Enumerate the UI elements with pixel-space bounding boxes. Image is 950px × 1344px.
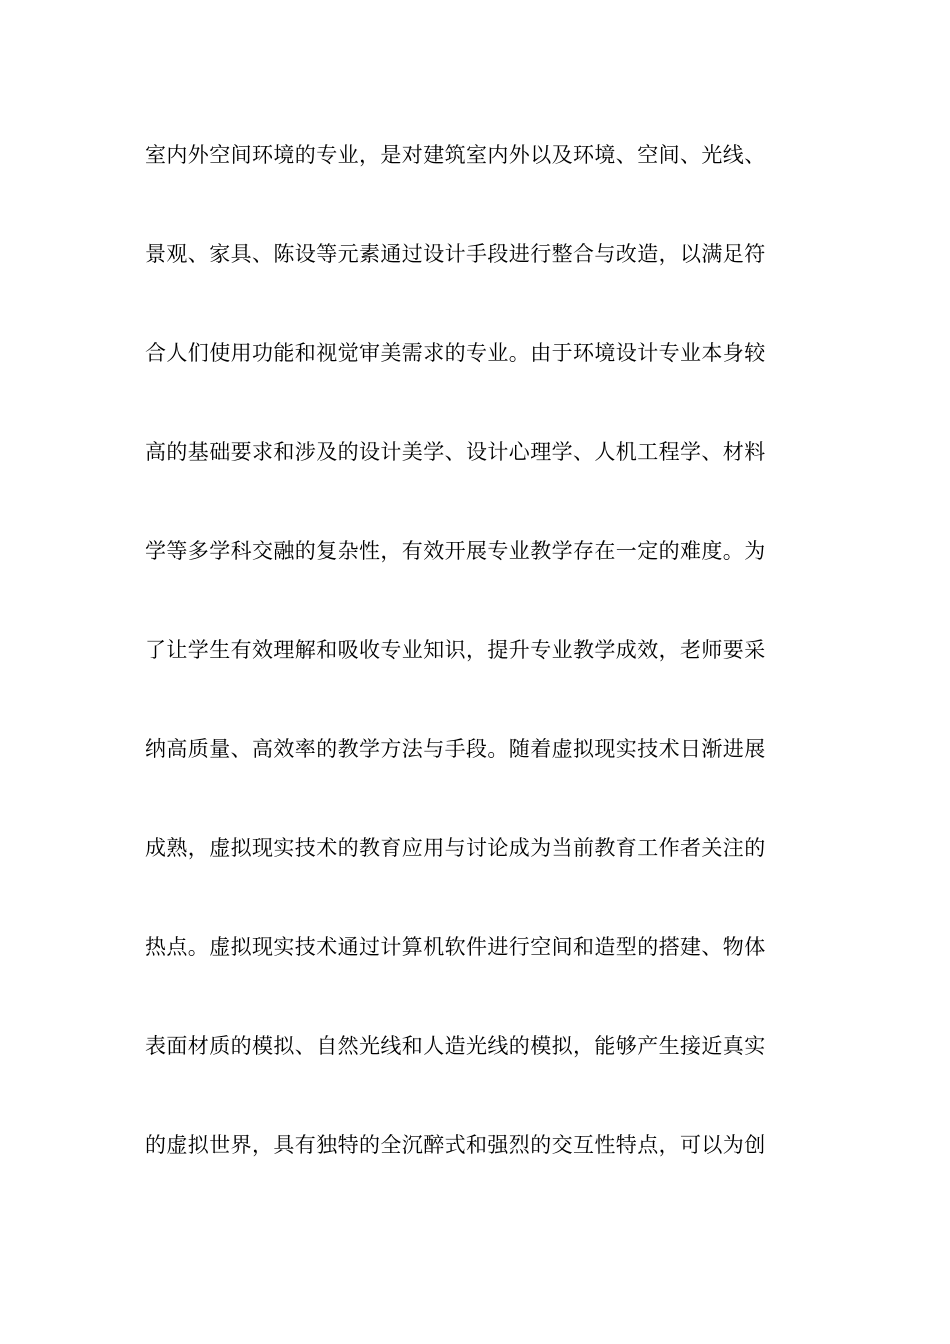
text-line: 了让学生有效理解和吸收专业知识，提升专业教学成效，老师要采 <box>145 638 766 662</box>
text-line: 景观、家具、陈设等元素通过设计手段进行整合与改造，以满足符 <box>145 242 766 266</box>
text-line: 学等多学科交融的复杂性，有效开展专业教学存在一定的难度。为 <box>145 539 766 563</box>
text-line: 热点。虚拟现实技术通过计算机软件进行空间和造型的搭建、物体 <box>145 935 766 959</box>
body-paragraph <box>145 134 815 1223</box>
text-line: 高的基础要求和涉及的设计美学、设计心理学、人机工程学、材料 <box>145 440 766 464</box>
text-line: 成熟，虚拟现实技术的教育应用与讨论成为当前教育工作者关注的 <box>145 836 766 860</box>
text-line: 表面材质的模拟、自然光线和人造光线的模拟，能够产生接近真实 <box>145 1034 766 1058</box>
text-line: 的虚拟世界，具有独特的全沉醉式和强烈的交互性特点，可以为创 <box>145 1133 766 1157</box>
text-line: 纳高质量、高效率的教学方法与手段。随着虚拟现实技术日渐进展 <box>145 737 766 761</box>
text-line: 合人们使用功能和视觉审美需求的专业。由于环境设计专业本身较 <box>145 341 766 365</box>
text-line: 室内外空间环境的专业，是对建筑室内外以及环境、空间、光线、 <box>145 143 766 167</box>
